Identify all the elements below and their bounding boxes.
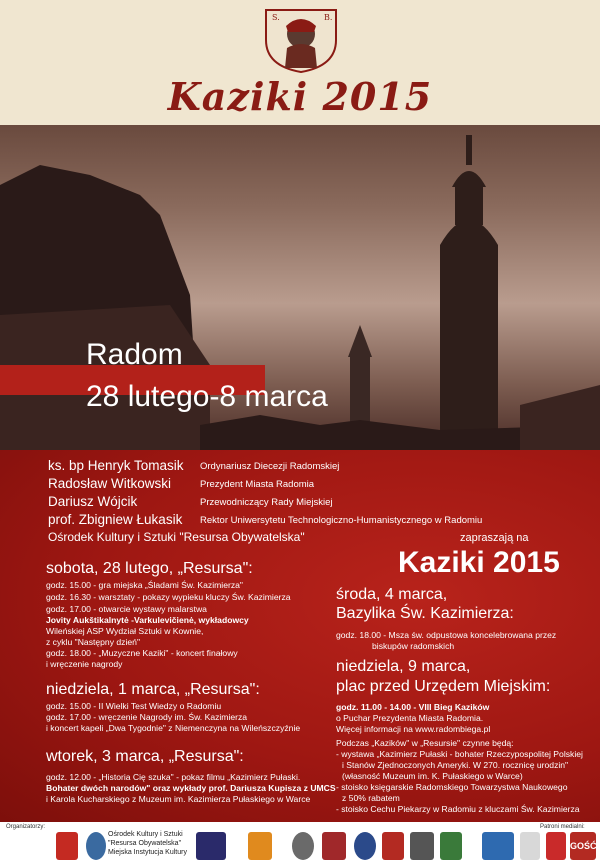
schedule-line: godz. 18.00 - „Muzyczne Kaziki" - koncert finałowy bbox=[46, 648, 238, 658]
wednesday-heading-1: środa, 4 marca, bbox=[336, 586, 448, 603]
city-name: Radom bbox=[86, 338, 183, 371]
sponsor-logo-icon bbox=[354, 832, 376, 860]
saturday-heading: sobota, 28 lutego, „Resursa": bbox=[46, 560, 253, 577]
sponsor-logo-icon bbox=[440, 832, 462, 860]
sunday9-heading-1: niedziela, 9 marca, bbox=[336, 658, 471, 675]
patron-name: Dariusz Wójcik bbox=[48, 494, 138, 509]
schedule-line: i koncert kapeli „Dwa Tygodnie" z Niemenczyna na Wileńszczyźnie bbox=[46, 723, 301, 733]
invite-text: zapraszają na bbox=[460, 532, 529, 544]
patron-role: Ordynariusz Diecezji Radomskiej bbox=[200, 461, 340, 472]
schedule-line: (własność Muzeum im. K. Pułaskiego w Warce) bbox=[342, 771, 523, 781]
tuesday-heading: wtorek, 3 marca, „Resursa": bbox=[46, 748, 244, 765]
schedule-line: i Stanów Zjednoczonych Ameryki. W 270. rocznicę urodzin" bbox=[342, 760, 569, 770]
sponsor-logo-icon bbox=[292, 832, 314, 860]
schedule-line: godz. 12.00 - „Historia Cię szuka" - pokaz filmu „Kazimierz Pułaski. bbox=[46, 772, 301, 782]
kaziki-logo-icon bbox=[248, 832, 272, 860]
invite-title: Kaziki 2015 bbox=[398, 546, 560, 579]
event-dates: 28 lutego-8 marca bbox=[86, 380, 328, 413]
media-patrons-label: Patroni medialni: bbox=[540, 824, 585, 830]
schedule-line: - stoisko księgarskie Radomskiego Towarzystwa Naukowego bbox=[336, 782, 568, 792]
schedule-line: z cyklu "Następny dzień" bbox=[46, 637, 140, 647]
patron-name: prof. Zbigniew Łukasik bbox=[48, 512, 183, 527]
schedule-line: - wystawa „Kazimierz Pułaski - bohater Rzeczypospolitej Polskiej bbox=[336, 749, 583, 759]
schedule-line: godz. 17.00 - wręczenie Nagrody im. Św. Kazimierza bbox=[46, 712, 248, 722]
schedule-line: godz. 16.30 - warsztaty - pokazy wypieku kluczy Św. Kazimierza bbox=[46, 592, 291, 602]
schedule-line: Podczas „Kazików" w „Resursie" czynne będą: bbox=[336, 738, 514, 748]
schedule-line: i Karola Kucharskiego z Muzeum im. Kazimierza Pułaskiego w Warce bbox=[46, 794, 311, 804]
wednesday-heading-2: Bazylika Św. Kazimierza: bbox=[336, 605, 514, 622]
organizer-name: Ośrodek Kultury i Sztuki "Resursa Obywatelska" Miejska Instytucja Kultury bbox=[108, 831, 187, 856]
schedule-line: godz. 15.00 - gra miejska „Śladami Św. Kazimierza" bbox=[46, 580, 243, 590]
sponsors-footer bbox=[0, 822, 600, 865]
media-logo-icon bbox=[546, 832, 566, 860]
schedule-line: biskupów radomskich bbox=[372, 641, 455, 651]
patron-role: Przewodniczący Rady Miejskiej bbox=[200, 497, 333, 508]
schedule-line: o Puchar Prezydenta Miasta Radomia. bbox=[336, 713, 484, 723]
patron-name: ks. bp Henryk Tomasik bbox=[48, 458, 184, 473]
schedule-line: Jovity Aukštikalnytė -Varkulevičienė, wykładowcy bbox=[46, 615, 249, 625]
schedule-line: godz. 15.00 - II Wielki Test Wiedzy o Radomiu bbox=[46, 701, 222, 711]
schedule-line: z 50% rabatem bbox=[342, 793, 400, 803]
sunday9-heading-2: plac przed Urzędem Miejskim: bbox=[336, 678, 551, 695]
sponsor-logo-icon bbox=[410, 832, 434, 860]
schedule-line: Więcej informacji na www.radombiega.pl bbox=[336, 724, 491, 734]
patron-name: Ośrodek Kultury i Sztuki "Resursa Obywatelska" bbox=[48, 530, 305, 544]
svg-text:S.: S. bbox=[272, 13, 280, 22]
patron-name: Radosław Witkowski bbox=[48, 476, 172, 491]
radombiega-logo-icon bbox=[482, 832, 514, 860]
poster-header bbox=[0, 0, 600, 125]
radom-coat-of-arms-icon bbox=[56, 832, 78, 860]
svg-text:B.: B. bbox=[324, 13, 333, 22]
schedule-line: godz. 11.00 - 14.00 - VIII Bieg Kazików bbox=[336, 702, 490, 712]
sponsor-logo-icon bbox=[382, 832, 404, 860]
poster-title: Kaziki 2015 bbox=[167, 74, 433, 119]
resursa-logo-icon bbox=[86, 832, 106, 860]
sunday1-heading: niedziela, 1 marca, „Resursa": bbox=[46, 681, 260, 698]
patron-role: Prezydent Miasta Radomia bbox=[200, 479, 315, 490]
organizers-label: Organizatorzy: bbox=[6, 824, 46, 830]
university-logo-icon bbox=[196, 832, 226, 860]
patron-role: Rektor Uniwersytetu Technologiczno-Humanistycznego w Radomiu bbox=[200, 515, 483, 526]
media-logo-icon bbox=[520, 832, 540, 860]
sponsor-logo-icon bbox=[322, 832, 346, 860]
schedule-line: i wręczenie nagrody bbox=[46, 659, 123, 669]
saint-casimir-emblem bbox=[262, 6, 340, 74]
schedule-line: godz. 17.00 - otwarcie wystawy malarstwa bbox=[46, 604, 207, 614]
schedule-line: Wileńskiej ASP Wydział Sztuki w Kownie, bbox=[46, 626, 204, 636]
gosc-logo-icon: GOŚĆ bbox=[570, 832, 596, 860]
schedule-line: - stoisko Cechu Piekarzy w Radomiu z kluczami Św. Kazimierza bbox=[336, 804, 580, 814]
schedule-line: godz. 18.00 - Msza św. odpustowa koncelebrowana przez bbox=[336, 630, 557, 640]
schedule-line: Bohater dwóch narodów" oraz wykłady prof. Dariusza Kupisza z UMCS bbox=[46, 783, 336, 793]
